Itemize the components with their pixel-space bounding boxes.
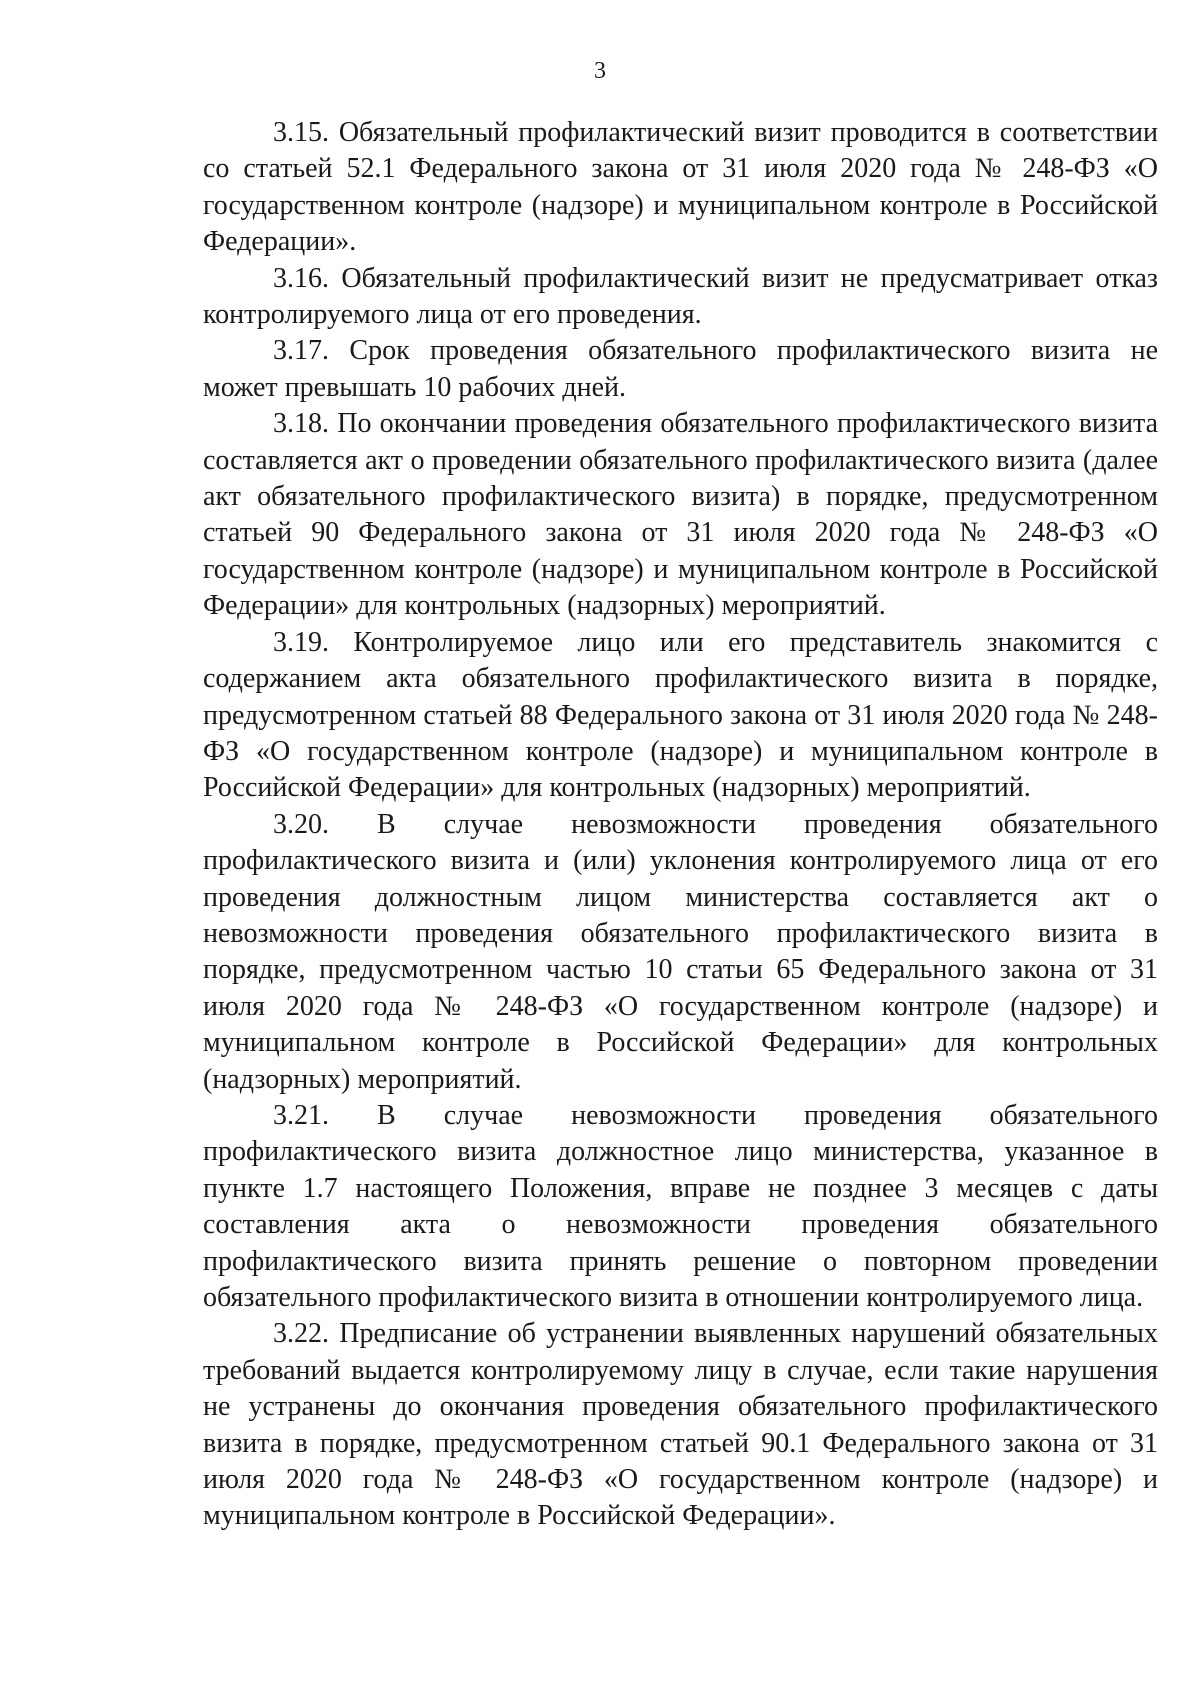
paragraph-3-18: 3.18. По окончании проведения обязательного профилактического визита составляется акт о проведении обязательного профилактического визита (далее акт обязательного профилактического визита) в порядке, предусмотренном статьей 90 Федерального закона от 31 июля 2020 года № 248-ФЗ «О государственном контроле (надзоре) и муниципальном контроле в Российской Федерации» для контрольных (надзорных) мероприятий. bbox=[203, 408, 1158, 622]
page-number: 3 bbox=[594, 58, 606, 84]
paragraph-3-19: 3.19. Контролируемое лицо или его представитель знакомится с содержанием акта обязательного профилактического визита в порядке, предусмотренном статьей 88 Федерального закона от 31 июля 2020 года № 248-ФЗ «О государственном контроле (надзоре) и муниципальном контроле в Российской Федерации» для контрольных (надзорных) мероприятий. bbox=[203, 626, 1158, 804]
paragraph-3-16: 3.16. Обязательный профилактический визит не предусматривает отказ контролируемого лица от его проведения. bbox=[203, 262, 1158, 331]
paragraph-3-15: 3.15. Обязательный профилактический визит проводится в соответствии со статьей 52.1 Федерального закона от 31 июля 2020 года № 248-ФЗ «О государственном контроле (надзоре) и муниципальном контроле в Российской Федерации». bbox=[203, 117, 1158, 258]
paragraph-3-20: 3.20. В случае невозможности проведения обязательного профилактического визита и (или) уклонения контролируемого лица от его проведения должностным лицом министерства составляется акт о невозможности проведения обязательного профилактического визита в порядке, предусмотренном частью 10 статьи 65 Федерального закона от 31 июля 2020 года № 248-ФЗ «О государственном контроле (надзоре) и муниципальном контроле в Российской Федерации» для контрольных (надзорных) мероприятий. bbox=[203, 808, 1158, 1095]
paragraph-3-22: 3.22. Предписание об устранении выявленных нарушений обязательных требований выдается контролируемому лицу в случае, если такие нарушения не устранены до окончания проведения обязательного профилактического визита в порядке, предусмотренном статьей 90.1 Федерального закона от 31 июля 2020 года № 248-ФЗ «О государственном контроле (надзоре) и муниципальном контроле в Российской Федерации». bbox=[203, 1318, 1158, 1532]
paragraph-3-21: 3.21. В случае невозможности проведения обязательного профилактического визита должностное лицо министерства, указанное в пункте 1.7 настоящего Положения, вправе не позднее 3 месяцев с даты составления акта о невозможности проведения обязательного профилактического визита принять решение о повторном проведении обязательного профилактического визита в отношении контролируемого лица. bbox=[203, 1099, 1158, 1313]
document-body bbox=[203, 115, 1158, 1535]
paragraph-3-17: 3.17. Срок проведения обязательного профилактического визита не может превышать 10 рабочих дней. bbox=[203, 335, 1158, 403]
